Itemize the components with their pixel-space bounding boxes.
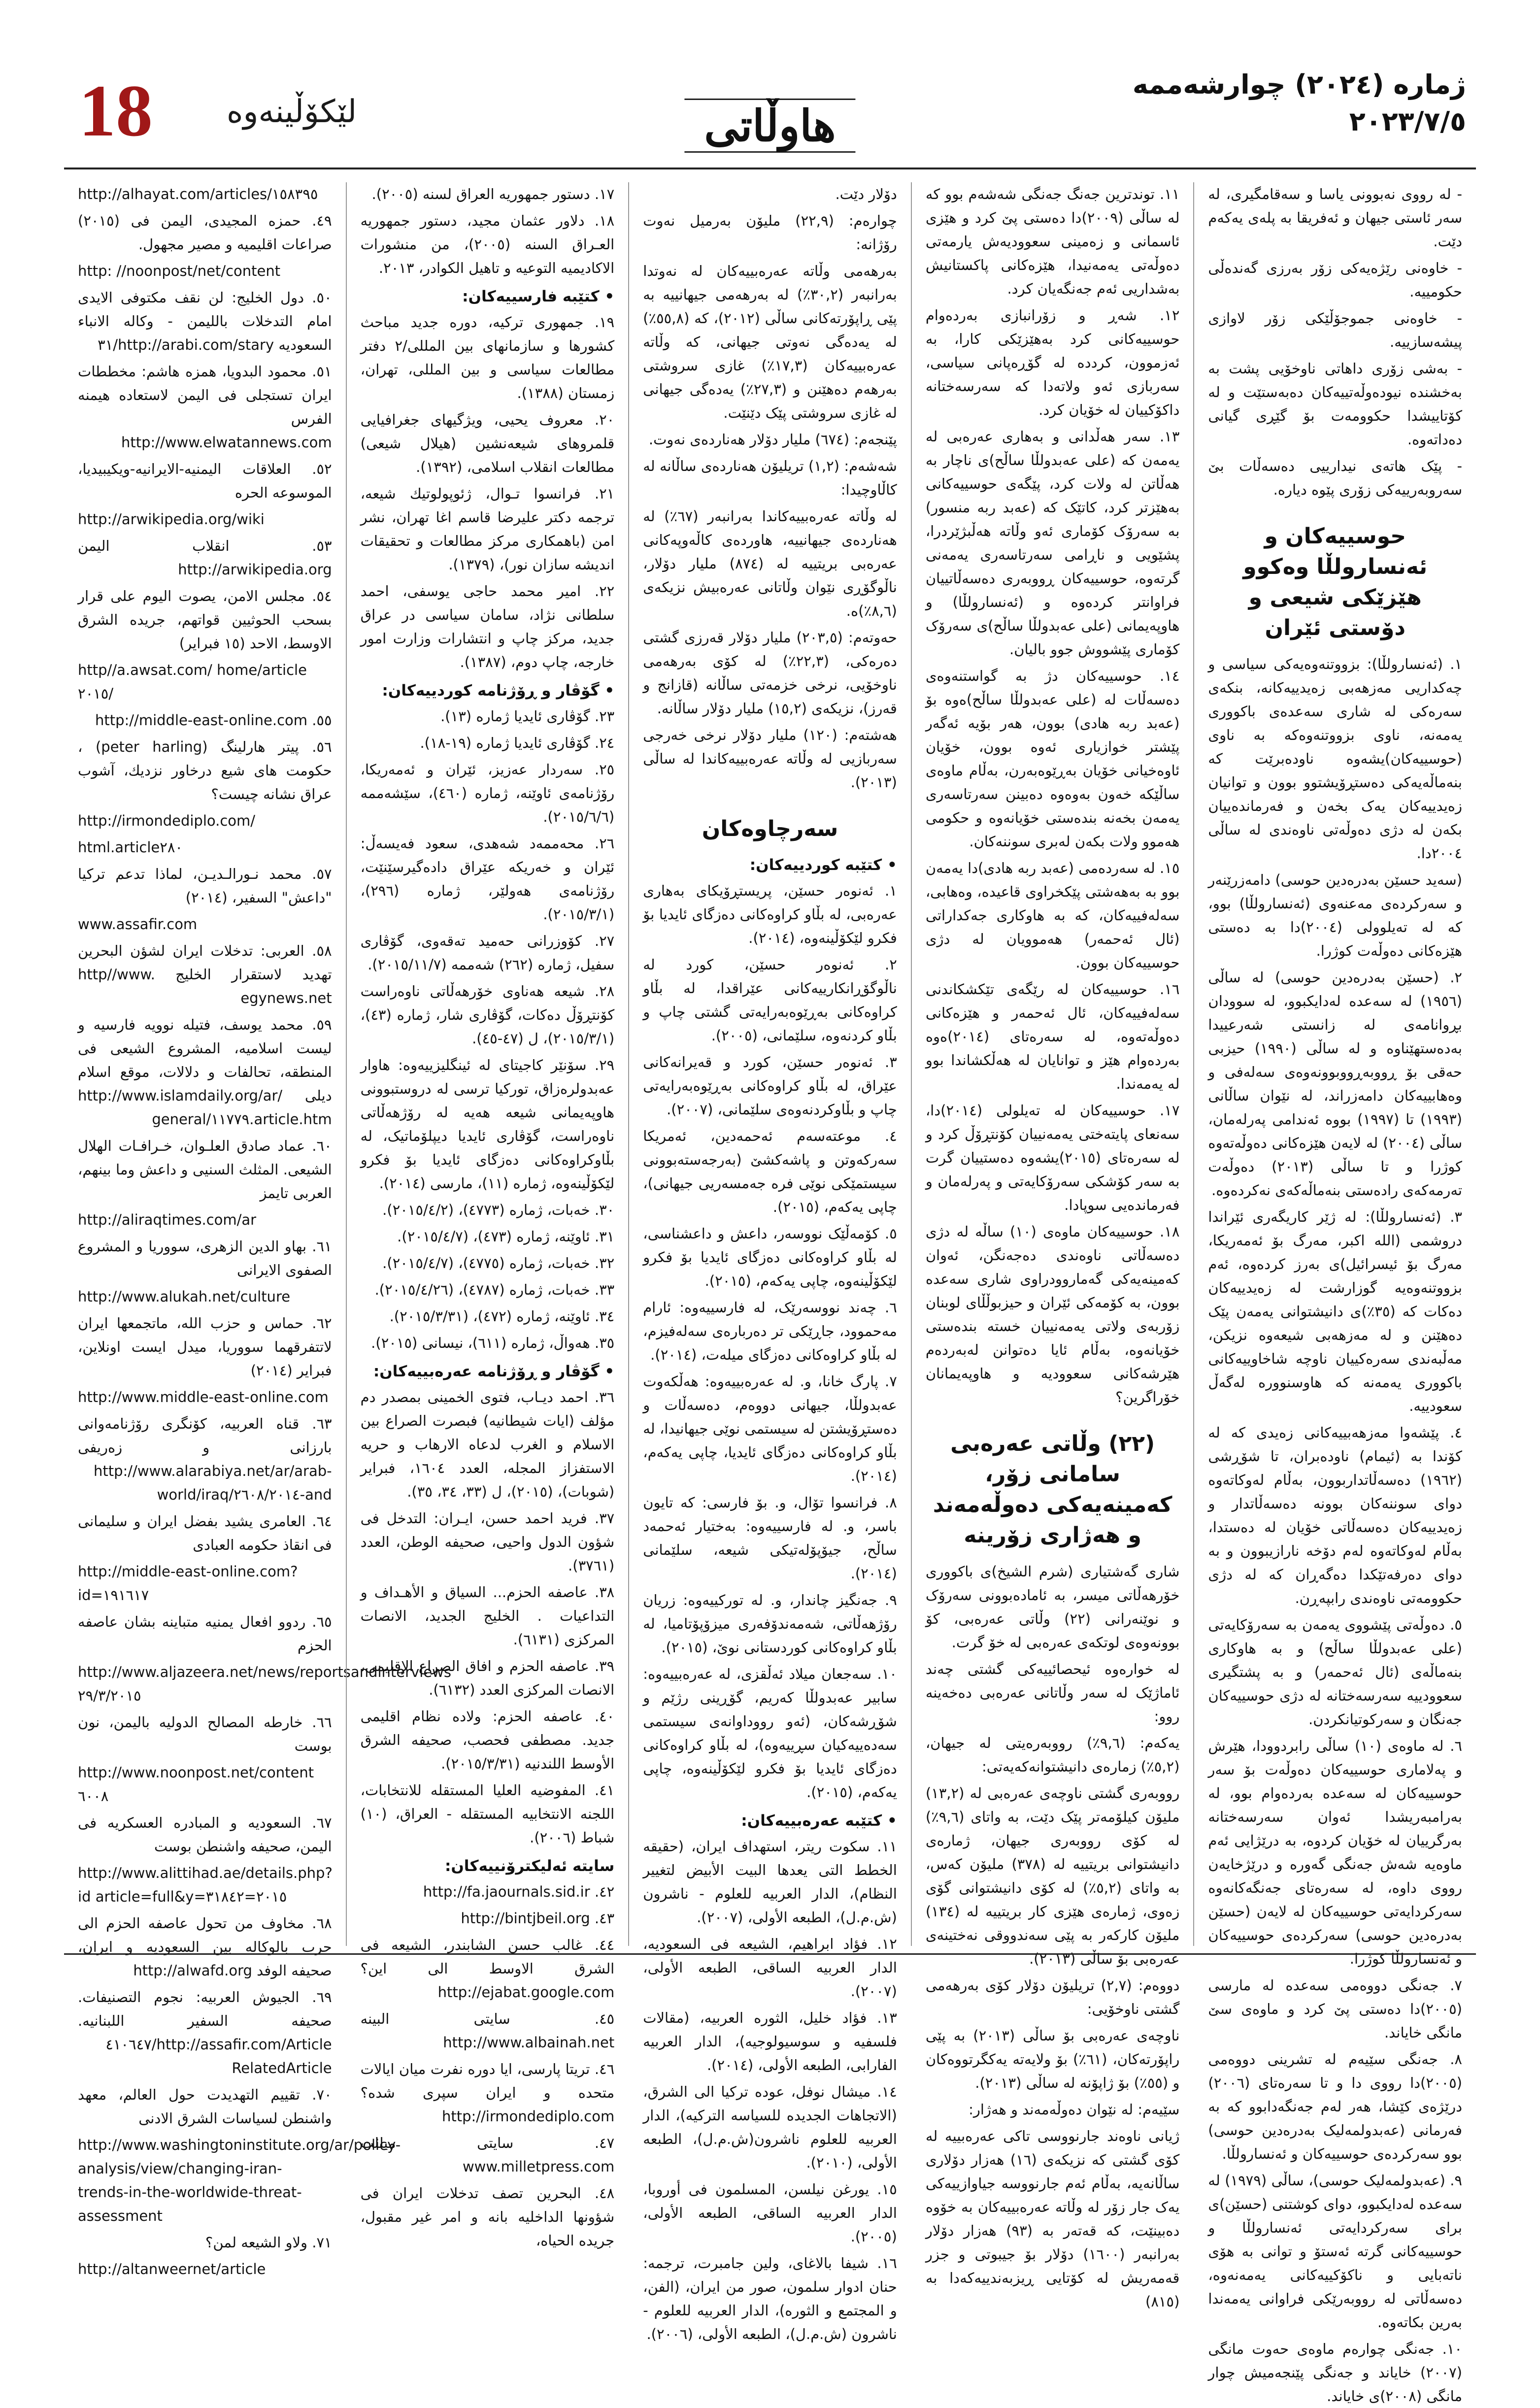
paragraph: ٩. (عەبدولمەلیک حوسی)، ساڵی (١٩٧٩) لە سەعدە لەدایکبوو، دوای کوشتنی (حسێن)ی برای سەرکردایەتی ئەنسارولڵا و حوسییەکانی گرتە ئەستۆ و توانی بە هۆی ناتەبایی و ناکۆکییەکانی یەمەنەوە، دەسەڵاتی لە رووبەرێکی فراوانی یەمەندا بەرین بکاتەوە. bbox=[1208, 2172, 1462, 2331]
reference-item: ٥٧. محمد نـورالـديـن، لماذا تدعم تركيا "داعش" السفير، (٢٠١٤) bbox=[78, 866, 332, 906]
reference-item: ١. ئەنوەر حسێن، پریستڕۆیکای بەهاری عەرەبی، لە بڵاو کراوەکانی دەزگای ئایدیا بۆ فکرو لێکۆڵینەوە، (٢٠١٤). bbox=[643, 882, 897, 946]
reference-link[interactable]: html.article٢٨٠ bbox=[78, 839, 183, 856]
reference-link[interactable]: ٤٦. تريتا پارسى، ايا دوره نفرت ميان ايالات متحده و ايران سپرى شده؟ http://irmondediplo.com bbox=[360, 2061, 615, 2125]
column-1 bbox=[1193, 182, 1476, 2405]
paragraph: ٢. (حسێن بەدرەدین حوسی) لە ساڵی (١٩٥٦) لە سەعدە لەدایکبوو، لە سوودان بڕوانامەی لە زانستی شەرعییدا بەدەستهێناوە و لە ساڵی (١٩٩٠) حیزبی حەقی بۆ ڕووبەڕووبوونەوەی سەلەفی و وەهابییەکان دامەزراند، لە نێوان ساڵانی (١٩٩٣) تا (١٩٩٧) بووە ئەندامی پەرلەمان، ساڵی (٢٠٠٤) لە لایەن هێزەکانی دەوڵەتەوە کوژرا و تا ساڵی (٢٠١٣) دەوڵەت تەرمەکەی رادەستی بنەماڵەکەی نەکردەوە. bbox=[1208, 969, 1462, 1199]
paragraph: ١١. توندترین جەنگ جەنگی شەشەم بوو کە لە ساڵی (٢٠٠٩)دا دەستی پێ کرد و هێزی ئاسمانی و زەمینی سعوودیەش یارمەتی دەوڵەتی یەمەنیدا، هێزەکانی پاکستانیش بەشداریی ئەم جەنگەیان کرد. bbox=[925, 186, 1180, 297]
reference-item: ٩. جەنگیز چاندار، و. لە تورکییەوە: زریان رۆژهەڵاتی، شەمەندۆفەری میزۆپۆتامیا، لە بڵاو کراوەکانی کوردستانی نوێ، (٢٠١٥). bbox=[643, 1592, 897, 1656]
paragraph: ١٣. سەر هەڵدانی و بەهاری عەرەبی لە یەمەن کە (علی عەبدولڵا ساڵح)ی ناچار بە هەڵاتن لە ولات کرد، پێگەی حوسییەکانی بەهێزتر کرد، کاتێک کە (عەبد ربە منسور) بە سەرۆک کۆماری ئەو وڵاتە هەڵبژێردرا، پشێویی و ناڕامی سەرتاسەری یەمەنی گرتەوە، حوسییەکان ڕووبەری دەسەڵاتییان فراوانتر کردەوە و (ئەنسارولڵا) و هاوپەیمانی (علی عەبدولڵا ساڵح)ی سەرۆک کۆماری پێشووش جوو بالیان. bbox=[925, 428, 1180, 658]
reference-item: ٣٠. خەبات، ژمارە (٤٧٧٣)، (٢٠١٥/٤/٢). bbox=[382, 1202, 615, 1218]
reference-item: ٧٠. تقييم التهديدت حول العالم، معهد واشنطن لسياسات الشرق الادنى bbox=[78, 2086, 332, 2127]
reference-item: ٢٦. محەممەد شەهدی، سعود فەیسەڵ: ئێران و خەریکە عێراق دادەگیرسێنێت، رۆژنامەی هەولێر، ژمارە (٢٩٦)، (٢٠١٥/٣/١). bbox=[360, 835, 615, 923]
subsection-heading: • کتێبە فارسییەکان: bbox=[462, 288, 615, 305]
paragraph: ژیانی ناوەند جارنووسی تاکی عەرەبییە لە کۆی گشتی کە نزیکەی (١٦) هەزار دۆلاری ساڵانەیە، بەڵام ئەم جارنووسە جیاوازییەکی یەک جار زۆر لە وڵاتە عەرەبییەکان بە خۆوە دەبینێت، کە قەتەر بە (٩٣) هەزار دۆلار بەرانبەر (١٦٠٠) دۆلار بۆ جیبوتی و جزر قەمەریش لە کۆتایی ڕیزبەندییەکەدا بە (٨١٥) bbox=[925, 2128, 1180, 2310]
paragraph: چوارەم: (٢٢,٩) ملیۆن بەرمیل نەوت رۆژانە: bbox=[643, 212, 897, 253]
reference-item: ٦٨. مخاوف من تحول عاصفه الحزم الى حرب بالوكاله بين السعوديه و ايران، صحيفه الوفد http://alwafd.org bbox=[78, 1915, 332, 1979]
subsection-heading: سایتە ئەلیکترۆنییەکان: bbox=[444, 1857, 615, 1875]
reference-link[interactable]: http://www.alittihad.ae/details.php?id article=full&y=٢٠١٥=٣١٨٤٢ bbox=[78, 1865, 333, 1905]
reference-item: ٦٦. خارطه المصالح الدوليه باليمن، نون بوست bbox=[78, 1714, 332, 1754]
reference-link[interactable]: http//a.awsat.com/ home/article ٢٠١٥/ bbox=[78, 662, 307, 702]
paragraph: - لە رووی نەبوونی یاسا و سەقامگیری، لە سەر ئاستی جیهان و ئەفریقا بە پلەی یەکەم دێت. bbox=[1208, 186, 1462, 250]
paragraph: حەوتەم: (٢٠٣,٥) ملیار دۆلار قەرزی گشتی دەرەکی، (٢٢,٣٪) لە کۆی بەرهەمی ناوخۆیی، نرخی خزمەتی ساڵانە (قازانج و قەرز)، نزیکەی (١٥,٢) ملیار دۆلار ساڵانە. bbox=[643, 629, 897, 717]
reference-link[interactable]: ٤٧. سايتى ميللت www.milletpress.com bbox=[360, 2135, 615, 2175]
paragraph: ١٤. حوسییەکان دژ بە گواستنەوەی دەسەڵات لە (علی عەبدولڵا ساڵح)ەوە بۆ (عەبد ربە هادی) بوون، هەر بۆیە ئەگەر پێشتر خوازیاری ئەوە بوون، خۆیان ئاوەخیانی خۆیان بەڕێوەبەرن، بەڵام ماوەی ساڵێکە خەون بەوەوە دەبینن سەرتاسەری یەمەن بخەنە بندەستی خۆیانەوە و حکومی هەموو ولات بکەن لەبری سوننەکان. bbox=[925, 668, 1180, 850]
paragraph: ١٦. حوسییەکان لە رێگەی تێکشکاندنی سەلەفییەکان، ئال ئەحمەر و هێزەکانی دەوڵەتەوە، لە سەرەتای (٢٠١٤)ەوە بەردەوام هێز و توانایان لە هەڵکشاندا بوو لە یەمەندا. bbox=[925, 981, 1180, 1092]
reference-item: ٣٩. عاصفه الحزم و افاق الصراع الإقليمى، الانصات المركزى العدد (٦١٣٢). bbox=[360, 1658, 615, 1698]
issue-date: ٢٠٢٣/٧/٥ bbox=[1349, 106, 1466, 137]
reference-item: ٣٢. خەبات، ژمارە (٤٧٧٥)، (٢٠١٥/٤/٧). bbox=[382, 1255, 615, 1271]
reference-item: ٥٥. http://middle-east-online.com bbox=[95, 712, 332, 729]
reference-link[interactable]: http://www.alukah.net/culture bbox=[78, 1288, 291, 1305]
paragraph: ١٥. لە سەردەمی (عەبد ربە هادی)دا یەمەن بوو بە بەهەشتی پێکخراوی قاعیدە، وەهابی، سەلەفییەکان، کە بە هاوکاری جەکداراتی (ئال ئەحمەر) هەموویان لە دژی حوسییەکان بوون. bbox=[925, 860, 1180, 971]
reference-item: ٣٧. فريد احمد حسن، ايـران: التدخل فى شؤون الدول واحيى، صحيفه الوطن، العدد (٣٧٦١). bbox=[360, 1510, 615, 1574]
column-4 bbox=[346, 182, 629, 2249]
paragraph: سێیەم: لە نێوان دەوڵەمەند و هەژار: bbox=[969, 2101, 1180, 2118]
reference-item: ٧. پارگ خانا، و. لە عەرەبییەوە: هەڵکەوت عەبدولڵا، جیهانی دووەم، دەسەڵات و دەستڕۆیشتن لە سیستمی نوێی جیهانیدا، لە بڵاو کراوەکانی دەزگای ئایدیا، چاپی یەکەم، (٢٠١٤). bbox=[643, 1373, 897, 1484]
reference-item: ٥١. محمود البدويا، همزه هاشم: مخططات ايران تستجلى فى اليمن لاستعاده هيمنه الفرس http://www.elwatannews.com bbox=[78, 363, 332, 451]
reference-item: ١٥. يورغن نيلسن، المسلمون فى أوروبا، الدار العربيه الساقى، الطبعه الأولى، (٢٠٠٥). bbox=[643, 2181, 897, 2245]
subsection-heading: • گۆڤار و ڕۆژنامە عەرەبییەکان: bbox=[373, 1363, 615, 1380]
reference-item: ٨. فرانسوا تۆال، و. بۆ فارسی: کە تایون باسر، و. لە فارسییەوە: بەختیار ئەحمەد ساڵح، جیۆپۆلەتیکی شیعە، سلێمانی (٢٠١٤). bbox=[643, 1494, 897, 1582]
paragraph: ١٠. جەنگی چوارەم ماوەی حەوت مانگی (٢٠٠٧) خایاند و جەنگی پێنجەمیش چوار مانگی (٢٠٠٨)ی خایاند. bbox=[1208, 2341, 1462, 2405]
subsection-heading: • کتێبە کوردییەکان: bbox=[749, 856, 897, 874]
reference-link[interactable]: ٤٣. http://bintjbeil.org bbox=[461, 1910, 615, 1927]
paragraph: ٥. دەوڵەتی پێشووی یەمەن بە سەرۆکایەتی (علی عەبدولڵا ساڵح) و بە هاوکاری بنەماڵەی (ئال ئەحمەر) و بە پشتگیری سعوودییە سەرسەختانە لە دژی حوسییەکان جەنگان و سەرکوتیانکردن. bbox=[1208, 1616, 1462, 1728]
paragraph: ٦. لە ماوەی (١٠) ساڵی رابردوودا، هێرش و پەلاماری حوسییەکان دەوڵەت بۆ سەر حوسییەکان لە سەعدە بەردەوام بوو، لە بەرامبەریشدا ئەوان سەرسەختانە بەرگرییان لە خۆیان کردوە، بە درێژایی ئەم ماوەیە شەش جەنگی گەورە و درێژخایەن رووی داوە، لە سەرەتای جەنگەکانەوە سەرکردایەتی حوسییەکان لە لایەن (حسێن بەدرەدین حوسی) سەرکردەی حوسییەکان و ئەنسارولڵا کوژرا. bbox=[1208, 1738, 1462, 1967]
paragraph: - خاوەنی جموجۆڵێکی زۆر لاوازی پیشەسازییە. bbox=[1208, 310, 1462, 350]
reference-item: ٤٨. البحرين تصف تدخلات ايران فى شؤونها الداخليه بانه و امر غير مقبول، جريده الحياه، bbox=[360, 2185, 615, 2249]
paragraph: - پێک هاتەی نیدارییی دەسەڵات بێ سەروبەرییەکی زۆری پێوە دیارە. bbox=[1208, 458, 1462, 498]
reference-item: ١٩. جمهوری ترکیه، دوره جدید مباحث کشورها و سازمانهای بین المللی/٢ دفتر مطالعات سیاسی و بین المللی، تهران، زمستان (١٣٨٨). bbox=[360, 314, 615, 401]
reference-link[interactable]: http://aliraqtimes.com/ar bbox=[78, 1211, 257, 1228]
paragraph: ٧. جەنگی دووەمی سەعدە لە مارسی (٢٠٠٥)دا دەستی پێ کرد و ماوەی سێ مانگی خایاند. bbox=[1208, 1977, 1462, 2041]
reference-item: ١٨. دلاور عثمان مجيد، دستور جمهوريه العـراق السنه (٢٠٠٥)، من منشورات الاكاديميه التوعيه و تاهيل الكوادر، ٢٠١٣. bbox=[360, 212, 615, 276]
reference-item: ٢٨. شیعە هەناوی خۆرهەڵاتی ناوەراست کۆنتڕۆڵ دەکات، گۆڤاری شار، ژمارە (٤٣)، (٢٠١٥/٣/١)، ل (٤٧-٤٥). bbox=[360, 983, 615, 1047]
reference-item: ٢. ئەنوەر حسێن، کورد لە ناڵوگۆڕانکارییەکانی عێراقدا، لە بڵاو کراوەکانی بەڕێوەبەرایەتی گشتی چاپ و بڵاو کردنەوە، سلێمانی، (٢٠٠٥). bbox=[643, 956, 897, 1044]
reference-item: ٣. ئەنوەر حسێن، کورد و قەیرانەکانی عێراق، لە بڵاو کراوەکانی بەڕێوەبەرایەتی چاپ و بڵاوکردنەوەی سلێمانی، (٢٠٠٧). bbox=[643, 1054, 897, 1118]
reference-link[interactable]: ٤٥. سايتى البينه http://www.albainah.net bbox=[360, 2010, 615, 2051]
reference-item: ٤٩. حمزه المجيدى، اليمن فى (٢٠١٥) صراعات اقليميه و مصير مجهول. bbox=[78, 212, 332, 253]
reference-item: ٦٢. حماس و حزب الله، ماتجمعها ايران لاتتفرقهما سووريا، ميدل ايست اونلاين، فبراير (٢٠١٤) bbox=[78, 1315, 332, 1379]
paragraph: یەکەم: (٩,٦٪) رووبەرەیتی لە جیهان، (٥,٢٪) زمارەی دانیشتوانەکەیەتی: bbox=[925, 1735, 1180, 1775]
footer-divider bbox=[64, 1953, 1476, 1955]
column-3 bbox=[628, 182, 911, 2342]
reference-item: ٢٧. کۆوزرانی حەمید تەقەوی، گۆڤاری سفیل، ژمارە (٢٦٢) شەممە (٢٠١٥/١١/٧). bbox=[360, 933, 615, 973]
subsection-heading: • گۆڤار و ڕۆژنامە کوردییەکان: bbox=[382, 682, 615, 700]
reference-item: ٥٩. محمد يوسف، فتيله نوويه فارسيه و ليست اسلاميه، المشروع الشيعى فى المنطقه، تحالفات و دلالات، موقع اسلام ديلى http://www.islamdaily.org/ar/ article.htm.١١٧٧٩/general bbox=[78, 1016, 332, 1128]
column-5 bbox=[64, 182, 451, 2277]
reference-item: ٥. کۆمەڵێک نووسەر، داعش و داعشناسی، لە بڵاو کراوەکانی دەزگای ئایدیا بۆ فکرو لێکۆڵینەوە، چاپی یەکەم، (٢٠١٥). bbox=[643, 1225, 897, 1289]
reference-item: ٣٥. هەواڵ، ژمارە (٦١١)، نیسانی (٢٠١٥). bbox=[371, 1335, 615, 1351]
reference-item: ٤٠. عاصفه الحزم: ولاده نظام اقليمى جديد. مصطفى فحصب، صحيفه الشرق الأوسط اللندنيه (٢٠١٥/٣/٣١). bbox=[360, 1708, 615, 1772]
reference-item: ٦٩. الجيوش العربيه: نجوم التصنيفات. صحيفه السفير اللبنانيه. http://assafir.com/Article/٤١٠٦٤٧ RelatedArticle bbox=[78, 1989, 332, 2076]
reference-item: ٣٤. ئاوێنە، ژمارە (٤٧٢)، (٢٠١٥/٣/٣١). bbox=[389, 1308, 615, 1325]
reference-item: ١١. سكوت ريتر، استهداف ايران، (حقيقه الخطط التى يعدها البيت الأبيض لتغيير النظام)، الدار العربيه للعلوم - ناشرون (ش.م.ل)، الطبعه الأولى، (٢٠٠٧). bbox=[643, 1838, 897, 1926]
reference-item: ٥٦. پيتر هارلينگ (peter harling) ، حكومت هاى شيع درخاور نزديك، آشوب عراق نشانه چيست؟ bbox=[78, 738, 332, 803]
reference-link[interactable]: http://altanweernet/article bbox=[78, 2261, 266, 2277]
reference-link[interactable]: http://irmondediplo.com/ bbox=[78, 812, 256, 829]
reference-item: ٦٤. العامرى يشيد بفضل ايران و سليمانى فى انقاذ حكومه العبادى bbox=[78, 1513, 332, 1553]
newspaper-logo: هاوڵاتی bbox=[684, 99, 855, 153]
reference-item: ٢١. فرانسوا تـوال، ژئوپولوتیك شیعه، ترجمه دکتر علیرضا قاسم اغا تهران، نشر امن (باهمکاری مرکز مطالعات و تحقیقات اندیشه سازان نور)، (١٣٧٩). bbox=[360, 485, 615, 573]
reference-item: ٢٥. سەردار عەزیز، ئێران و ئەمەریکا، رۆژنامەی ئاوێنە، ژمارە (٤٦٠)، سێشەممە (٢٠١٥/٦/٦). bbox=[360, 761, 615, 825]
reference-item: ٣١. ئاوێنە، ژمارە (٤٧٣)، (٢٠١٥/٤/٧). bbox=[397, 1228, 615, 1245]
reference-link[interactable]: ٤٢. http://fa.jaournals.sid.ir bbox=[423, 1883, 615, 1900]
paragraph: لە وڵاتە عەرەبییەکاندا بەرانبەر (٦٧٪) لە هەناردەی جیهانییە، هاوردەی کاڵەوپەکانی عەرەبی بریتییە لە (٨٧٤) ملیار دۆلار، ناڵوگۆڕی نێوان وڵاتانی عەرەبیش نزیکەی (٨,٦٪)ە. bbox=[643, 508, 897, 619]
paragraph: ١. (ئەنسارولڵا): بزووتنەوەیەکی سیاسی و چەکداریی مەزهەبی زەیدییەکانە، بنکەی سەرەکی لە شاری سەعدەی باکووری یەمەنە، ناوی بزووتنەوەکە بە ناوی (حوسییەکان)یشەوە ناودەبرێت کە بنەماڵەیەکی دەستڕۆیشتوو بوون و توانیان زەیدییەکان یەک بخەن و فەرماندەییان بکەن لە دژی دەوڵەتی ناوەندی لە ساڵی ٢٠٠٤دا. bbox=[1208, 656, 1462, 862]
paragraph: ٤. پێشەوا مەزهەبییەکانی زەیدی کە لە کۆندا بە (ئیمام) ناودەبران، تا شۆڕشی (١٩٦٢) دەسەڵاتداربوون، بەڵام لەوکاتەوە دوای سوننەکان بوونە دەسەڵاتدار و زەیدییەکان دەسەڵاتی خۆیان لە دەستدا، بەڵام لەوکاتەوە لەم دۆخە نارازیبوون و بە دوای دەرفەتێکدا دەگەڕان کە لە دژی حکوومەتی ناوەندی رابپەڕن. bbox=[1208, 1424, 1462, 1606]
masthead bbox=[64, 64, 1476, 169]
paragraph: - خاوەنی رێژەیەکی زۆر بەرزی گەندەڵی حکومییە. bbox=[1208, 260, 1462, 300]
reference-item: ٤. موعتەسەم ئەحمەدین، ئەمریکا سەرکەوتن و پاشەکشێ (بەرجەستەبوونی سیستمێکی نوێی فرە جەمسەریی جیهانی)، چاپی یەکەم، (٢٠١٥). bbox=[643, 1128, 897, 1215]
reference-item: ١٢. فؤاد ابراهيم، الشيعه فى السعوديه، الدار العربيه الساقى، الطبعه الأولى، (٢٠٠٧). bbox=[643, 1936, 897, 2000]
paragraph: ٣. (ئەنسارولڵا): لە ژێر کاریگەری ئێراندا دروشمی (الله اکبر، مەرگ بۆ ئەمەریکا، مەرگ بۆ ئیسرائیل)ی بەرز کردەوە، ئەم بزووتنەوەیە گوزارشت لە زەیدییەکان دەکات کە (٣٥٪)ی دانیشتوانی یەمەن پێک دەهێنن و لە مەزهەبی شیعەوە نزیکن، مەڵبەندی سەرەکییان ناوچە شاخاوییەکانی باکووری یەمەنە کە هاوسنوورە لەگەڵ سعودییە. bbox=[1208, 1208, 1463, 1414]
paragraph: ناوچەی عەرەبی بۆ ساڵی (٢٠١٣) بە پێی راپۆرتەکان، (٦١٪) بۆ ولایەتە یەکگرتووەکان و (٥٥٪) بۆ ژاپۆنە لە ساڵی (٢٠١٣). bbox=[925, 2027, 1180, 2091]
reference-item: ٢٠. معروف یحیی، ویژگیهای جغرافیایی قلمروهای شیعەنشین (هیلال شیعی) مطالعات انقلاب اسلامی، (١٣٩٢). bbox=[360, 411, 615, 475]
reference-item: ٥٢. العلاقات اليمنيه-الايرانيه-ويكيبيديا، الموسوعه الحره bbox=[78, 461, 332, 501]
reference-item: ٧١. ولاو الشيعه لمن؟ bbox=[205, 2234, 332, 2251]
section-heading: (٢٢) وڵاتی عەرەبی سامانی زۆر، کەمینەیەکی دەوڵەمەند و هەژاری زۆرینە bbox=[933, 1431, 1172, 1548]
sources-heading: سەرچاوەکان bbox=[702, 816, 838, 841]
reference-item: ٢٣. گۆڤاری ئایدیا ژمارە (١٣). bbox=[440, 708, 615, 725]
paragraph: ١٧. حوسییەکان لە تەیلولی (٢٠١٤)دا، سەنعای پایتەختی یەمەنییان کۆنتڕۆڵ کرد و لە سەرەتای (٢٠١٥)یشەوە دەستییان گرت بە سەر کۆشکی سەرۆکایەتی و پەرلەمان و فەرماندەیی سوپادا. bbox=[925, 1102, 1180, 1213]
paragraph: پێنجەم: (٦٧٤) ملیار دۆلار هەناردەی نەوت. bbox=[648, 431, 897, 448]
reference-item: ١٧. دستور جمهوريه العراق لسنه (٢٠٠٥). bbox=[371, 186, 615, 202]
paragraph: (سەید حسێن بەدرەدین حوسی) دامەزرێنەر و سەرکردەی مەعنەوی (ئەنسارولڵا) بوو، کە لە تەیلوولی (٢٠٠٤)دا بە دەستی هێزەکانی دەوڵەت کوژرا. bbox=[1208, 871, 1462, 959]
reference-link[interactable]: http://www.noonpost.net/content ٦٠٠٨ bbox=[78, 1764, 314, 1805]
reference-item: ٦٥. ردوو افعال يمنيه متباينه بشان عاصفه الحزم bbox=[78, 1613, 332, 1654]
reference-item: ٢٢. امیر محمد حاجی یوسفی، احمد سلطانی نژاد، سامان سیاسی در عراق جدید، مرکز چاپ و انتشارات وزارت امور خارجه، چاپ دوم، (١٣٨٧). bbox=[360, 583, 615, 670]
reference-item: ٣٨. عاصفه الحزم... السياق و الأهـداف و التداعيات . الخليج الجديد، الانصات المركزى (٦١٣١). bbox=[360, 1584, 615, 1648]
reference-item: ٦٧. السعوديه و المبادره العسكريه فى اليمن، صحيفه واشنطن بوست bbox=[78, 1814, 332, 1855]
section-name: لێکۆڵینەوە bbox=[227, 94, 357, 130]
reference-item: ٢٩. سۆنێر کاجیتای لە ئینگلیزییەوە: هاوار عەبدولرەزاق، تورکیا ترسی لە دروستبوونی هاوپەیمانی شیعە هەیە لە رۆژهەڵاتی ناوەراست، گۆڤاری ئایدیا دیپلۆماتیک، لە بڵاوکراوەکانی دەزگای ئایدیا بۆ فکرو لێکۆڵینەوە، ژمارە (١١)، مارسی (٢٠١٤). bbox=[360, 1057, 615, 1192]
page-number: 18 bbox=[79, 70, 153, 152]
paragraph: دووەم: (٢,٧) تریلیۆن دۆلار کۆی بەرهەمی گشتی ناوخۆیی: bbox=[925, 1977, 1180, 2017]
section-heading: حوسییەکان و ئەنسارولڵا وەکوو هێزێکی شیعی و دۆستی ئێران bbox=[1243, 524, 1428, 640]
reference-item: ٦١. بهاو الدين الزهرى، سووريا و المشروع الصفوى الايرانى bbox=[78, 1238, 332, 1278]
reference-link[interactable]: http: //noonpost/net/content bbox=[78, 263, 281, 279]
reference-item: ٥٤. مجلس الامن، يصوت اليوم على قرار بسحب الحوثيين قواتهم، جريده الشرق الاوسط، الاحد (١٥ فبراير) bbox=[78, 588, 332, 652]
reference-item: ٢٤. گۆڤاری ئایدیا ژمارە (١٩-١٨). bbox=[420, 735, 615, 751]
reference-item: ٤١. المفوضيه العليا المستقله للانتخابات، اللجنه الانتخابيه المستقله - العراق، (١٠) شباط (٢٠٠٦). bbox=[360, 1782, 615, 1846]
issue-number: ژمارە (٢٠٢٤) چوارشەممە bbox=[1132, 69, 1466, 100]
subsection-heading: • کتێبە عەرەبییەکان: bbox=[741, 1812, 897, 1830]
reference-item: ٣٣. خەبات، ژمارە (٤٧٨٧)، (٢٠١٥/٤/٢٦). bbox=[374, 1281, 615, 1298]
reference-item: ٦. چەند نووسەرێک، لە فارسییەوە: ئارام مەحموود، جاڕێکی تر دەربارەی سەلەفیزم، لە بڵاو کراوەکانی دەزگای میلەت، (٢٠١٤). bbox=[643, 1299, 897, 1363]
paragraph: ١٨. حوسییەکان ماوەی (١٠) ساڵە لە دژی دەسەڵاتی ناوەندی دەجەنگن، ئەوان کەمینەیەکی گەماروودراوی شاری سەعدە بوون، بە کۆمەکی ئێران و حیزبوڵڵای لوبنان زۆربەی ولاتی یەمەنییان خستە بندەستی خۆیانەوە، بەڵام ئایا دەتوانن لەبەردەم هێرشەکانی سعوودیە و هاوپەیمانان خۆراگرین؟ bbox=[925, 1223, 1180, 1405]
article-columns bbox=[64, 182, 1476, 2405]
reference-item: ٦٣. قناه العربيه، كۆنگرى رۆژنامەوانى بارزانى و زەريفى http://www.alarabiya.net/ar/arab-and-٢٦٠٨/٢٠١٤/world/iraq bbox=[78, 1415, 332, 1503]
reference-link[interactable]: http://www.washingtoninstitute.org/ar/policy-analysis/view/changing-iran-trends-in-the-worldwide-threat-assessment bbox=[78, 2137, 401, 2224]
paragraph: دۆلار دێت. bbox=[835, 186, 897, 202]
reference-item: ٥٣. انقلاب اليمن http://arwikipedia.org bbox=[78, 537, 332, 578]
paragraph: ١٢. شەڕ و زۆرانبازی بەردەوام حوسییەکانی کرد بەهێزێکی کارا، بە ئەزموون، کرددە لە گۆڕەپانی سیاسی، سەربازی ئەو ولاتەدا کە سەرسەختانە داکۆکییان لە خۆیان کرد. bbox=[925, 307, 1180, 418]
reference-item: ٥٨. العربى: تدخلات ايران لشؤن البحرين تهديد لاستقرار الخليج http//www. egynews.net bbox=[78, 942, 332, 1006]
reference-link[interactable]: www.assafir.com bbox=[78, 916, 198, 933]
reference-link[interactable]: http://arwikipedia.org/wiki bbox=[78, 511, 265, 528]
paragraph: شەشەم: (١,٢) تریلیۆن هەناردەی ساڵانە لە کاڵاوچیدا: bbox=[643, 458, 897, 498]
paragraph: هەشتەم: (١٢٠) ملیار دۆلار نرخی خەرجی سەربازیی لە وڵاتە عەرەبییەکاندا لە ساڵی (٢٠١٣). bbox=[643, 727, 897, 791]
reference-item: ٦٠. عماد صادق العلـوان، خـرافـات الهلال الشيعى. المثلث السنيى و داعش وما بينهم، العربى تايمز bbox=[78, 1137, 332, 1202]
reference-item: ٣٦. احمد ديـاب، فتوى الخمينى بمصدر دم مؤلف (ايات شيطانيه) فبصرت الصراع بين الاسلام و الغرب لدعاه الارهاب و حريه الاستفزاز المجله، العدد ١٦٠٤، فبراير (شوبات)، (٢٠١٥)، ل (٣٣، ٣٤، ٣٥). bbox=[360, 1389, 615, 1500]
paragraph: - بەشی زۆری داهاتی ناوخۆیی پشت بە بەخشندە نیودەوڵەتییەکان دەبەستێت و لە کۆتاییشدا حکوومەت بۆ گێڕی گیانی دەداتەوە. bbox=[1208, 360, 1462, 448]
reference-link[interactable]: http://middle-east-online.com?id=١٩١٦١٧ bbox=[78, 1563, 298, 1604]
reference-link[interactable]: ٤٤. غالب حسن الشابندر، الشيعه فى الشرق الاوسط الى اين؟ http://ejabat.google.com bbox=[360, 1937, 615, 2001]
paragraph: بەرهەمی وڵاتە عەرەبییەکان لە نەوتدا بەرانبەر (٣٠,٢٪) لە بەرهەمی جیهانییە بە پێی ڕاپۆرتەکانی ساڵی (٢٠١٢)، کە (٥٥,٨٪) لە یەدەگی نەوتی جیهانی، کە وڵاتە عەرەبییەکان (١٧,٣٪) غازی سروشتی بەرهەم دەهێنن و (٢٧,٣٪) یەدەگی جیهانی لە غازی سروشتی پێک دێنێت. bbox=[643, 263, 897, 421]
column-2 bbox=[911, 182, 1194, 2310]
reference-link[interactable]: http://www.middle-east-online.com bbox=[78, 1389, 329, 1405]
paragraph: لە خوارەوە ئیحصائییەکی گشتی چەند ئاماژێک لە سەر وڵاتانی عەرەبی دەخەینە روو: bbox=[925, 1661, 1180, 1725]
reference-item: ١٦. شيفا بالاغاى، ولين جامبرت، ترجمه: حنان ادوار سلمون، صور من ايران، (الفن، و المجتمع و الثوره)، الدار العربيه للعلوم - ناشرون (ش.م.ل)، الطبعه الأولى، (٢٠٠٦). bbox=[643, 2255, 897, 2342]
reference-item: ١٠. سەجعان میلاد ئەڵقزی، لە عەرەبییەوە: سابیر عەبدولڵا کەریم، گۆڕینی رژێم و شۆڕشەکان، (ئەو رووداوانەی سیستمی سەدەییەکیان سڕییەوە)، لە بڵاو کراوەکانی دەزگای ئایدیا بۆ فکرو لێکۆڵینەوە، چاپی یەکەم، (٢٠١٥). bbox=[643, 1666, 897, 1801]
reference-link[interactable]: http://www.aljazeera.net/news/reportsandinterviews ٢٩/٣/٢٠١٥ bbox=[78, 1664, 451, 1704]
reference-item: ١٤. ميشال نوفل، عوده تركيا الى الشرق، (الاتجاهات الجديده للسياسه التركيه)، الدار العربيه للعلوم ناشرون(ش.م.ل)، الطبعه الأولى، (٢٠١٠). bbox=[643, 2083, 897, 2171]
paragraph: رووبەری گشتی ناوچەی عەرەبی لە (١٣,٢) ملیۆن کیلۆمەتر پێک دێت، بە واتای (٩,٦٪) لە کۆی رووبەری جیهان، ژمارەی دانیشتوانی بریتییە لە (٣٧٨) ملیۆن کەس، بە واتای (٥,٢٪) لە کۆی دانیشتوانی گۆی زەوی، ژمارەی هێزی کار بریتییە لە (١٣٤) ملیۆن کارکەر بە پێی سەندووقی نەختینەی عەرەبی بۆ ساڵی (٢٠١٣). bbox=[925, 1785, 1180, 1967]
reference-item: ٥٠. دول الخليج: لن نقف مكتوفى الايدى امام التدخلات بالليمن - وكاله الانباء السعوديه http://arabi.com/stary/٣١ bbox=[78, 289, 332, 353]
reference-item: ١٣. فؤاد خليل، الثوره العربيه، (مقالات فلسفيه و سوسيولوجيه)، الدار العربيه الفارابى، الطبعه الأولى، (٢٠١٤). bbox=[643, 2009, 897, 2074]
paragraph: ٨. جەنگی سێیەم لە تشرینی دووەمی (٢٠٠٥)دا رووی دا و تا سەرەتای (٢٠٠٦) درێژەی کێشا، هەر لەم جەنگەدابوو کە بە فەرمانی (عەبدولمەلیک بەدرەدین حوسی) بوو سەرکردەی حوسییەکان و ئەنسارولڵا. bbox=[1208, 2051, 1462, 2162]
paragraph: شاری گەشتیاری (شرم الشیخ)ی باکووری خۆرهەڵاتی میسر، بە ئامادەبوونی سەرۆک و نوێنەرانی (٢٢) وڵاتی عەرەبی، کۆ بوونەوەی لوتکەی عەرەبی لە خۆ گرت. bbox=[925, 1563, 1180, 1651]
reference-link[interactable]: http://alhayat.com/articles/١٥٨٣٩٥ bbox=[78, 186, 318, 202]
